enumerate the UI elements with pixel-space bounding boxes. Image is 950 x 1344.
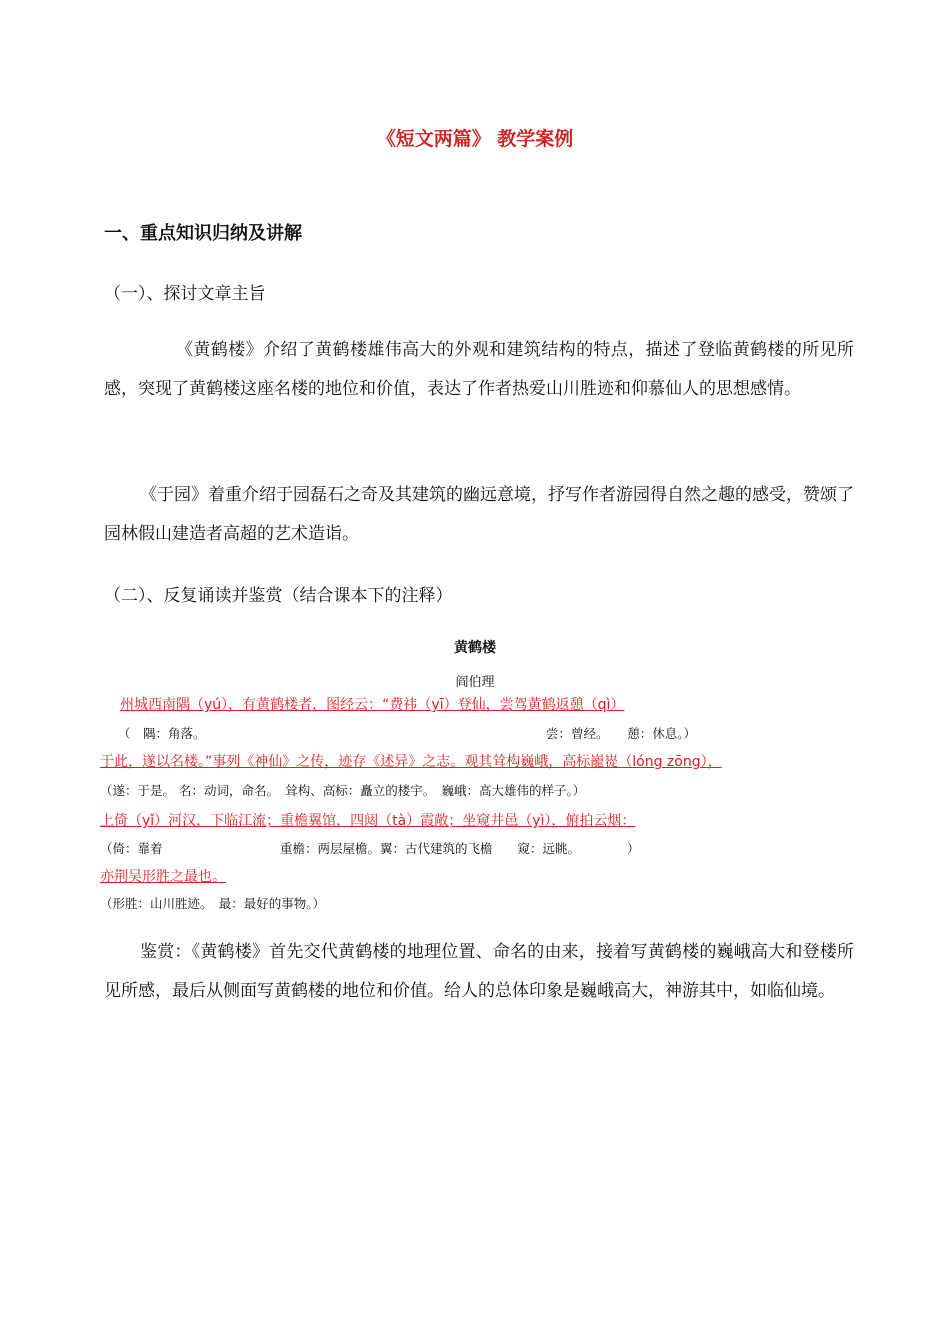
poem-title: 黄鹤楼	[454, 640, 496, 656]
annotation-3b: 重檐：两层屋檐。翼：古代建筑的飞檐 窥：远眺。	[280, 841, 581, 856]
poem-line-4: 亦荆吴形胜之最也。	[100, 869, 226, 885]
poem-author: 阎伯理	[455, 675, 495, 690]
annotation-line-2: （遂：于是。 名：动词，命名。 耸构、高标：矗立的楼宇。 巍峨：高大雄伟的样子。）	[100, 783, 586, 798]
subsection-heading-2: （二）、反复诵读并鉴赏（结合课本下的注释）	[104, 586, 453, 606]
paragraph-main-idea-huanghelou: 《黄鹤楼》介绍了黄鹤楼雄伟高大的外观和建筑结构的特点，描述了登临黄鹤楼的所见所感，突现了黄鹤楼这座名楼的地位和价值，表达了作者热爱山川胜迹和仰慕仙人的思想感情。	[104, 340, 854, 399]
annotation-1b: 尝：曾经。 憩：休息。）	[546, 726, 697, 741]
annotation-1a: （ 隅：角落。	[118, 726, 206, 741]
section-heading: 一、重点知识归纳及讲解	[104, 223, 302, 244]
paragraph-main-idea-yuyuan: 《于园》着重介绍于园磊石之奇及其建筑的幽远意境，抒写作者游园得自然之趣的感受，赞颂了园林假山建造者高超的艺术造诣。	[104, 485, 854, 544]
paragraph-appreciation: 鉴赏：《黄鹤楼》首先交代黄鹤楼的地理位置、命名的由来，接着写黄鹤楼的巍峨高大和登楼所见所感，最后从侧面写黄鹤楼的地位和价值。给人的总体印象是巍峨高大，神游其中，如临仙境。	[104, 942, 854, 1001]
poem-line-2: 于此，遂以名楼。”事列《神仙》之传，迹存《述异》之志。观其耸构巍峨，高标巃嵸（lóng zōng），	[100, 754, 722, 770]
annotation-3a: （倚：靠着	[100, 841, 163, 856]
annotation-3c: ）	[627, 841, 640, 856]
annotation-line-4: （形胜：山川胜迹。 最：最好的事物。）	[100, 896, 326, 911]
poem-line-3: 上倚（yǐ）河汉，下临江流；重檐翼馆，四闼（tà）霞敞；坐窥井邑（yì），俯拍云烟：	[100, 813, 636, 829]
poem-line-1: 州城西南隅（yú），有黄鹤楼者，图经云：“费祎（yī）登仙，尝驾黄鹤返憩（qì）	[120, 697, 625, 713]
subsection-heading-1: （一）、探讨文章主旨	[104, 284, 266, 304]
document-title: 《短文两篇》 教学案例	[376, 128, 574, 150]
